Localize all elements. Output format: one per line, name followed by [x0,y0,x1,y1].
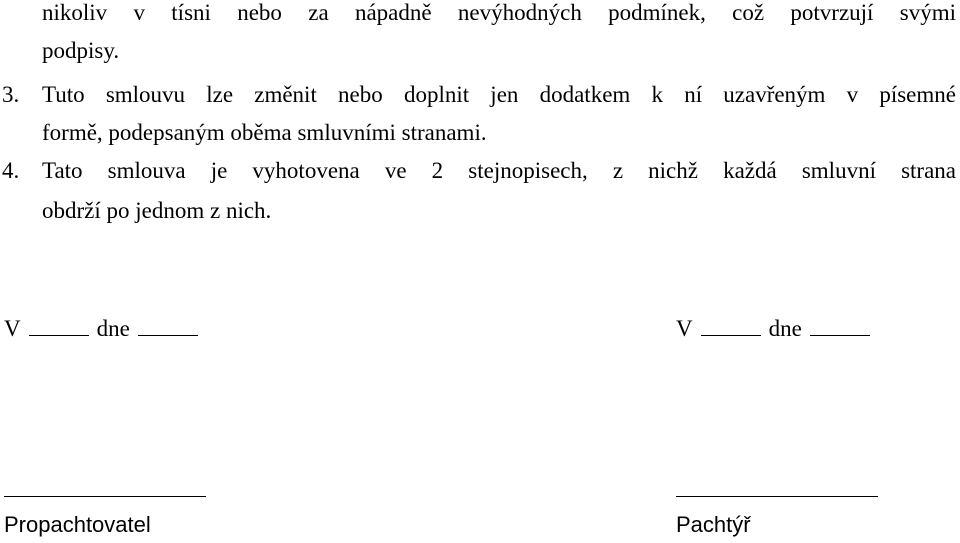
date-blank-left [138,317,198,336]
signature-line-left [4,496,206,497]
place-date-left [4,316,206,342]
paragraph-4-line-1: Tato smlouva je vyhotovena ve 2 stejnopisech, z nichž každá smluvní strana [42,158,956,183]
signature-line-right [676,496,878,497]
date-label-left: dne [96,316,130,341]
place-date-right [676,316,878,342]
paragraph-3-line-2: formě, podepsaným oběma smluvními stranami. [42,120,487,145]
date-label-right: dne [768,316,802,341]
signature-label-right: Pachtýř [676,512,751,537]
place-label-left: V [4,316,21,341]
place-label-right: V [676,316,693,341]
paragraph-4-line-2: obdrží po jednom z nich. [42,198,272,223]
paragraph-2-line-1: nikoliv v tísni nebo za nápadně nevýhodných podmínek, což potvrzují svými [42,0,956,25]
place-blank-right [701,317,761,336]
signature-label-left: Propachtovatel [4,512,151,537]
paragraph-3-line-1: Tuto smlouvu lze změnit nebo doplnit jen dodatkem k ní uzavřeným v písemné [42,82,956,107]
date-blank-right [810,317,870,336]
paragraph-2-line-2: podpisy. [42,38,120,63]
place-blank-left [29,317,89,336]
paragraph-3-number: 3. [2,82,20,107]
paragraph-4-number: 4. [2,158,20,183]
